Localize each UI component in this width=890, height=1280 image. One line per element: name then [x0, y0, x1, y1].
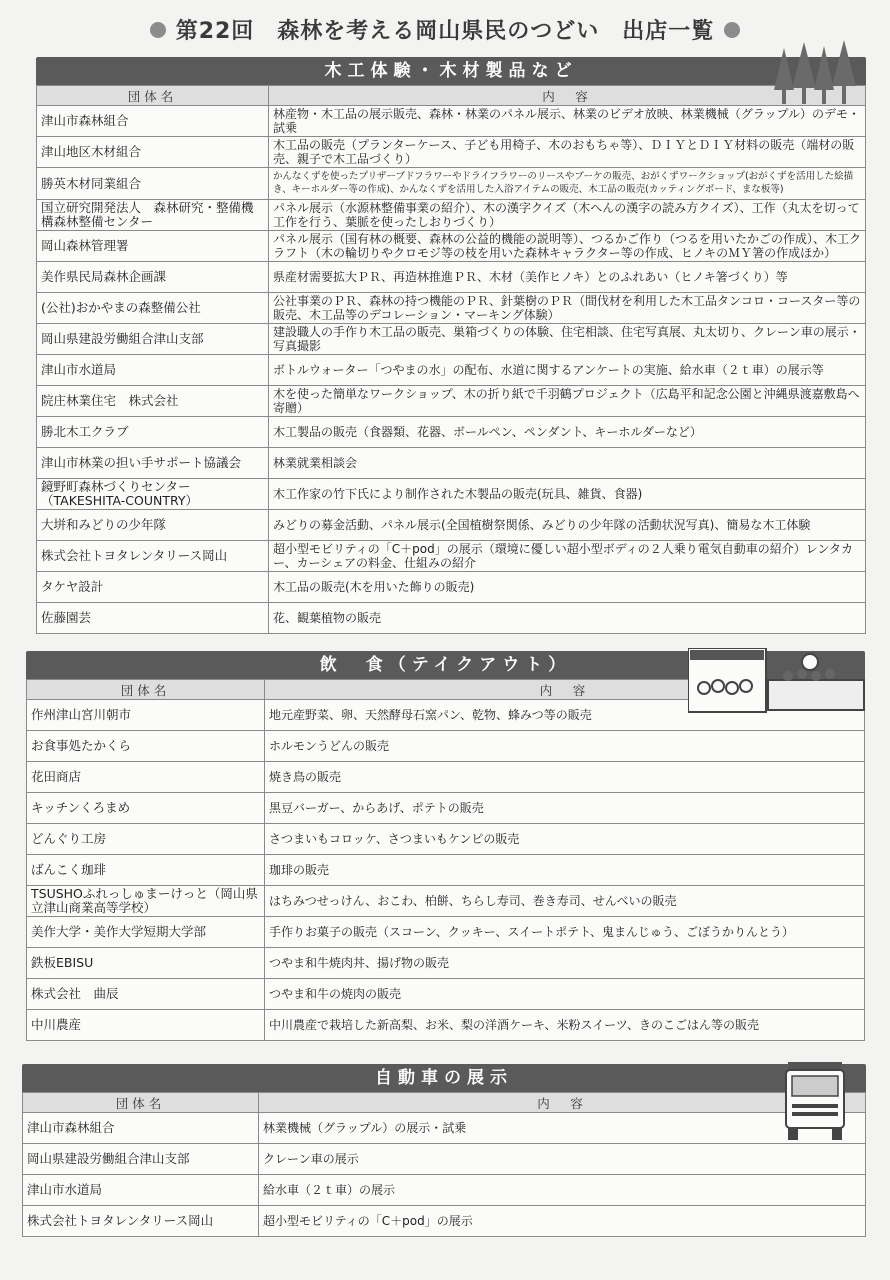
org-description: つやま和牛の焼肉の販売: [265, 979, 865, 1010]
table-row: [27, 731, 865, 762]
org-name: 中川農産: [27, 1010, 265, 1041]
table-row: [37, 448, 866, 479]
org-description: ボトルウォーター「つやまの水」の配布、水道に関するアンケートの実施、給水車（２ｔ車）の展示等: [269, 355, 866, 386]
title-text: 第22回 森林を考える岡山県民のつどい 出店一覧: [175, 19, 715, 44]
food-table: [26, 679, 865, 1041]
org-description: クレーン車の展示: [259, 1144, 866, 1175]
trees-illustration: [772, 40, 862, 106]
table-row: [37, 106, 866, 137]
org-description: パネル展示（国有林の概要、森林の公益的機能の説明等）、つるかご作り（つるを用いたかごの作成）、木工クラフト（木の輪切りやクロモジ等の枝を用いた森林キャラクター等の作成、ヒノキのＭＹ箸の作成ほか）: [269, 231, 866, 262]
vehicles-table: [22, 1092, 866, 1237]
org-name: 津山市森林組合: [37, 106, 269, 137]
table-row: [27, 979, 865, 1010]
org-name: 勝北木工クラブ: [37, 417, 269, 448]
org-name: ばんこく珈琲: [27, 855, 265, 886]
table-header-row: [23, 1093, 866, 1113]
table-row: [27, 886, 865, 917]
org-description: 公社事業のＰＲ、森林の持つ機能のＰＲ、針葉樹のＰＲ（間伐材を利用した木工品タンコロ・コースター等の販売、木工品等のデコレーション・マーキング体験）: [269, 293, 866, 324]
org-name: 国立研究開発法人 森林研究・整備機構森林整備センター: [37, 200, 269, 231]
org-name: TSUSHOふれっしゅまーけっと（岡山県立津山商業高等学校）: [27, 886, 265, 917]
table-row: [27, 948, 865, 979]
org-name: 岡山森林管理署: [37, 231, 269, 262]
org-description: 県産材需要拡大ＰＲ、再造林推進ＰＲ、木材（美作ヒノキ）とのふれあい（ヒノキ箸づくり）等: [269, 262, 866, 293]
org-name: 大垪和みどりの少年隊: [37, 510, 269, 541]
org-name: 岡山県建設労働組合津山支部: [23, 1144, 259, 1175]
org-description: 林業就業相談会: [269, 448, 866, 479]
section-vehicles: [22, 1064, 866, 1237]
org-description: 給水車（２ｔ車）の展示: [259, 1175, 866, 1206]
table-row: [37, 137, 866, 168]
org-description: みどりの募金活動、パネル展示(全国植樹祭関係、みどりの少年隊の活動状況写真)、簡易な木工体験: [269, 510, 866, 541]
section-heading: 飲 食（テイクアウト）: [26, 651, 865, 679]
table-row: [23, 1206, 866, 1237]
org-description: 建設職人の手作り木工品の販売、巣箱づくりの体験、住宅相談、住宅写真展、丸太切り、クレーン車の展示・写真撮影: [269, 324, 866, 355]
org-description: 林産物・木工品の展示販売、森林・林業のパネル展示、林業のビデオ放映、林業機械（グラップル）のデモ・試乗: [269, 106, 866, 137]
org-name: 津山市水道局: [23, 1175, 259, 1206]
table-row: [37, 510, 866, 541]
org-name: (公社)おかやまの森整備公社: [37, 293, 269, 324]
table-row: [37, 200, 866, 231]
org-description: 木工製品の販売（食器類、花器、ボールペン、ペンダント、キーホルダーなど）: [269, 417, 866, 448]
org-description: パネル展示（水源林整備事業の紹介）、木の漢字クイズ（木へんの漢字の読み方クイズ）、工作（丸太を切って工作を行う、葉脈を使ったしおりづくり）: [269, 200, 866, 231]
org-name: 津山市水道局: [37, 355, 269, 386]
table-row: [37, 479, 866, 510]
org-name: 美作大学・美作大学短期大学部: [27, 917, 265, 948]
table-row: [37, 603, 866, 634]
table-row: [37, 262, 866, 293]
org-name: 株式会社 曲辰: [27, 979, 265, 1010]
org-description: 林業機械（グラップル）の展示・試乗: [259, 1113, 866, 1144]
col-header-org: 団体名: [37, 86, 269, 106]
section-heading: 木工体験・木材製品など: [36, 57, 866, 85]
table-row: [37, 168, 866, 200]
table-row: [37, 417, 866, 448]
table-row: [37, 293, 866, 324]
org-name: 津山市林業の担い手サポート協議会: [37, 448, 269, 479]
org-name: 株式会社トヨタレンタリース岡山: [37, 541, 269, 572]
org-name: 作州津山宮川朝市: [27, 700, 265, 731]
col-header-desc: 内 容: [265, 680, 865, 700]
table-row: [37, 324, 866, 355]
org-description: 木を使った簡単なワークショップ、木の折り紙で千羽鶴プロジェクト（広島平和記念公園と沖縄県渡嘉敷島へ寄贈）: [269, 386, 866, 417]
org-description: はちみつせっけん、おこわ、柏餅、ちらし寿司、巻き寿司、せんべいの販売: [265, 886, 865, 917]
table-row: [37, 231, 866, 262]
org-description: さつまいもコロッケ、さつまいもケンピの販売: [265, 824, 865, 855]
org-name: 株式会社トヨタレンタリース岡山: [23, 1206, 259, 1237]
table-row: [27, 793, 865, 824]
table-row: [23, 1175, 866, 1206]
org-name: お食事処たかくら: [27, 731, 265, 762]
org-description: 木工品の販売（プランターケース、子ども用椅子、木のおもちゃ等）、ＤＩＹとＤＩＹ材料の販売（端材の販売、親子で木工品づくり）: [269, 137, 866, 168]
org-description: かんなくずを使ったプリザーブドフラワーやドライフラワーのリースやブーケの販売、おがくずワークショップ(おがくずを活用した絵描き、キーホルダー等の作成)、かんなくずを活用した入浴アイテムの販売、木工品の販売(カッティングボード、まな板等): [269, 168, 866, 200]
food-stall-illustration: [688, 648, 866, 714]
org-name: 岡山県建設労働組合津山支部: [37, 324, 269, 355]
org-name: どんぐり工房: [27, 824, 265, 855]
table-row: [37, 541, 866, 572]
org-name: 勝英木材同業組合: [37, 168, 269, 200]
org-name: 佐藤園芸: [37, 603, 269, 634]
table-row: [37, 386, 866, 417]
table-row: [27, 824, 865, 855]
org-description: 珈琲の販売: [265, 855, 865, 886]
org-description: つやま和牛焼肉丼、揚げ物の販売: [265, 948, 865, 979]
org-name: 鏡野町森林づくりセンター（TAKESHITA-COUNTRY）: [37, 479, 269, 510]
col-header-org: 団体名: [23, 1093, 259, 1113]
org-name: 津山地区木材組合: [37, 137, 269, 168]
org-name: 美作県民局森林企画課: [37, 262, 269, 293]
org-description: ホルモンうどんの販売: [265, 731, 865, 762]
table-row: [37, 572, 866, 603]
org-description: 木工品の販売(木を用いた飾りの販売): [269, 572, 866, 603]
page-title: [0, 14, 890, 45]
org-name: 津山市森林組合: [23, 1113, 259, 1144]
org-description: 花、観葉植物の販売: [269, 603, 866, 634]
table-header-row: [37, 86, 866, 106]
col-header-org: 団体名: [27, 680, 265, 700]
table-row: [27, 1010, 865, 1041]
org-name: 院庄林業住宅 株式会社: [37, 386, 269, 417]
org-name: タケヤ設計: [37, 572, 269, 603]
col-header-desc: 内 容: [259, 1093, 866, 1113]
org-description: 黒豆バーガー、からあげ、ポテトの販売: [265, 793, 865, 824]
table-row: [27, 917, 865, 948]
bullet-dot-icon: [724, 22, 740, 38]
section-heading: 自動車の展示: [22, 1064, 866, 1092]
org-name: 花田商店: [27, 762, 265, 793]
col-header-desc: 内 容: [269, 86, 866, 106]
table-row: [27, 855, 865, 886]
org-name: 鉄板EBISU: [27, 948, 265, 979]
org-description: 地元産野菜、卵、天然酵母石窯パン、乾物、蜂みつ等の販売: [265, 700, 865, 731]
table-row: [37, 355, 866, 386]
org-description: 焼き鳥の販売: [265, 762, 865, 793]
bullet-dot-icon: [150, 22, 166, 38]
table-row: [23, 1144, 866, 1175]
org-description: 木工作家の竹下氏により制作された木製品の販売(玩具、雑貨、食器): [269, 479, 866, 510]
org-description: 超小型モビリティの「C＋pod」の展示（環境に優しい超小型ボディの２人乗り電気自動車の紹介）レンタカー、カーシェアの料金、仕組みの紹介: [269, 541, 866, 572]
section-woodwork: [36, 57, 866, 634]
table-row: [27, 762, 865, 793]
woodwork-table: [36, 85, 866, 634]
org-description: 手作りお菓子の販売（スコーン、クッキー、スイートポテト、鬼まんじゅう、ごぼうかりんとう）: [265, 917, 865, 948]
org-description: 中川農産で栽培した新高梨、お米、梨の洋酒ケーキ、米粉スイーツ、きのこごはん等の販売: [265, 1010, 865, 1041]
table-row: [23, 1113, 866, 1144]
org-name: キッチンくろまめ: [27, 793, 265, 824]
org-description: 超小型モビリティの「C＋pod」の展示: [259, 1206, 866, 1237]
truck-illustration: [782, 1060, 848, 1142]
